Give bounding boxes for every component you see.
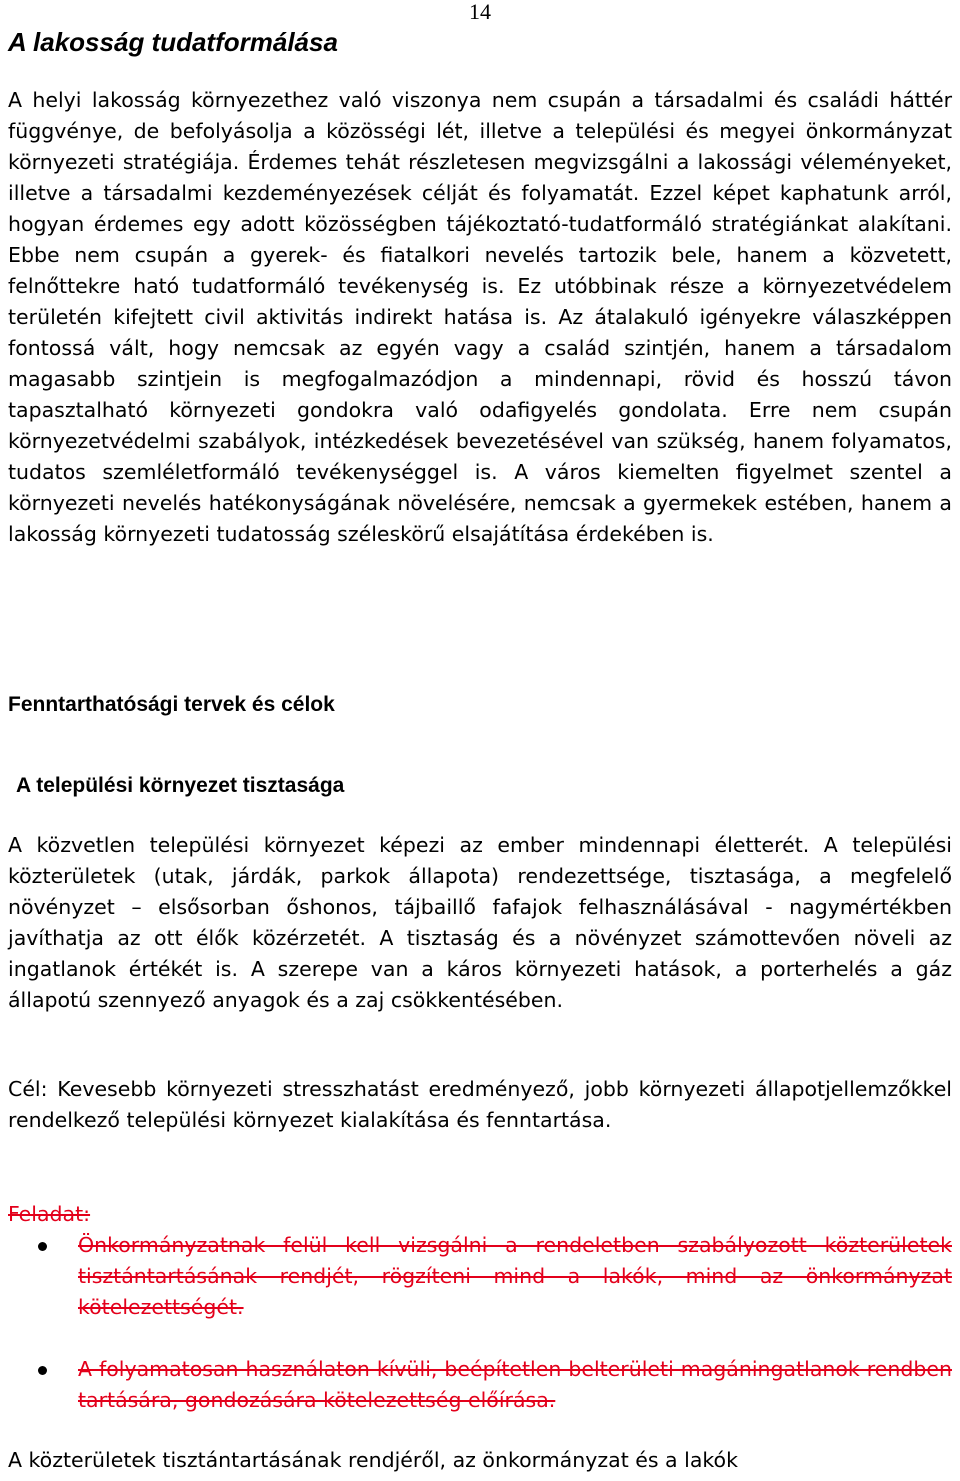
subsection-heading: A települési környezet tisztasága: [16, 774, 345, 797]
intro-paragraph: A helyi lakosság környezethez való viszonya nem csupán a társadalmi és családi háttér függvénye, de befolyásolja a közösségi lét, illetve a települési és megyei önkormányzat környezeti stratégiája. Érdemes tehát részletesen megvizsgálni a lakossági véleményeket, illetve a társadalmi kezdeményezések célját és folyamatát. Ezzel képet kaphatunk arról, hogyan érdemes egy adott közösségben tájékoztató-tudatformáló stratégiánkat alakítani. Ebbe nem csupán a gyerek- és fiatalkori nevelés tartozik bele, hanem a közvetett, felnőttekre ható tudatformáló tevékenység is. Ez utóbbinak része a környezetvédelem területén kifejtett civil aktivitás indirekt hatása is. Az átalakuló igényekre válaszképpen fontossá vált, hogy nemcsak az egyén vagy a család szintjén, hanem a társadalom magasabb szintjein is megfogalmazódjon a mindennapi, rövid és hosszú távon tapasztalható környezeti gondokra való odafigyelés gondolata. Erre nem csupán környezetvédelmi szabályok, intézkedések bevezetésével van szükség, hanem folyamatos, tudatos szemléletformáló tevékenységgel is. A város kiemelten figyelmet szentel a környezeti nevelés hatékonyságának növelésére, nemcsak a gyermekek estében, hanem a lakosság környezeti tudatosság széleskörű elsajátítása érdekében is.: [8, 88, 952, 546]
bullet-icon: [38, 1242, 47, 1251]
closing-paragraph: A közterületek tisztántartásának rendjéről, az önkormányzat és a lakók: [8, 1448, 738, 1472]
task-item-text: Önkormányzatnak felül kell vizsgálni a rendeletben szabályozott közterületek tisztántartásának rendjét, rögzíteni mind a lakók, mind az önkormányzat kötelezettségét.: [78, 1233, 952, 1319]
task-list: [8, 1230, 952, 1416]
task-item-text: A folyamatosan használaton kívüli, beépítetlen belterületi magáningatlanok rendben tartására, gondozására kötelezettség előírása.: [78, 1357, 952, 1412]
task-block-struck: [8, 1199, 952, 1416]
section-heading: Fenntarthatósági tervek és célok: [8, 693, 335, 716]
page-title: A lakosság tudatformálása: [8, 27, 338, 57]
page-number: 14: [469, 0, 491, 24]
environment-paragraph: A közvetlen települési környezet képezi az ember mindennapi életterét. A települési közterületek (utak, járdák, parkok állapota) rendezettsége, tisztasága, a megfelelő növényzet – elsősorban őshonos, tájbaillő fafajok felhasználásával - nagymértékben javíthatja az ott élők közérzetét. A tisztaság és a növényzet számottevően növeli az ingatlanok értékét is. A szerepe van a káros környezeti hatások, a porterhelés a gáz állapotú szennyező anyagok és a zaj csökkentésében.: [8, 833, 952, 1012]
bullet-icon: [38, 1366, 47, 1375]
task-list-item: [8, 1354, 952, 1416]
goal-paragraph: Cél: Kevesebb környezeti stresszhatást eredményező, jobb környezeti állapotjellemzőkkel rendelkező települési környezet kialakítása és fenntartása.: [8, 1077, 952, 1132]
task-list-item: [8, 1230, 952, 1323]
task-label: Feladat:: [8, 1202, 91, 1226]
